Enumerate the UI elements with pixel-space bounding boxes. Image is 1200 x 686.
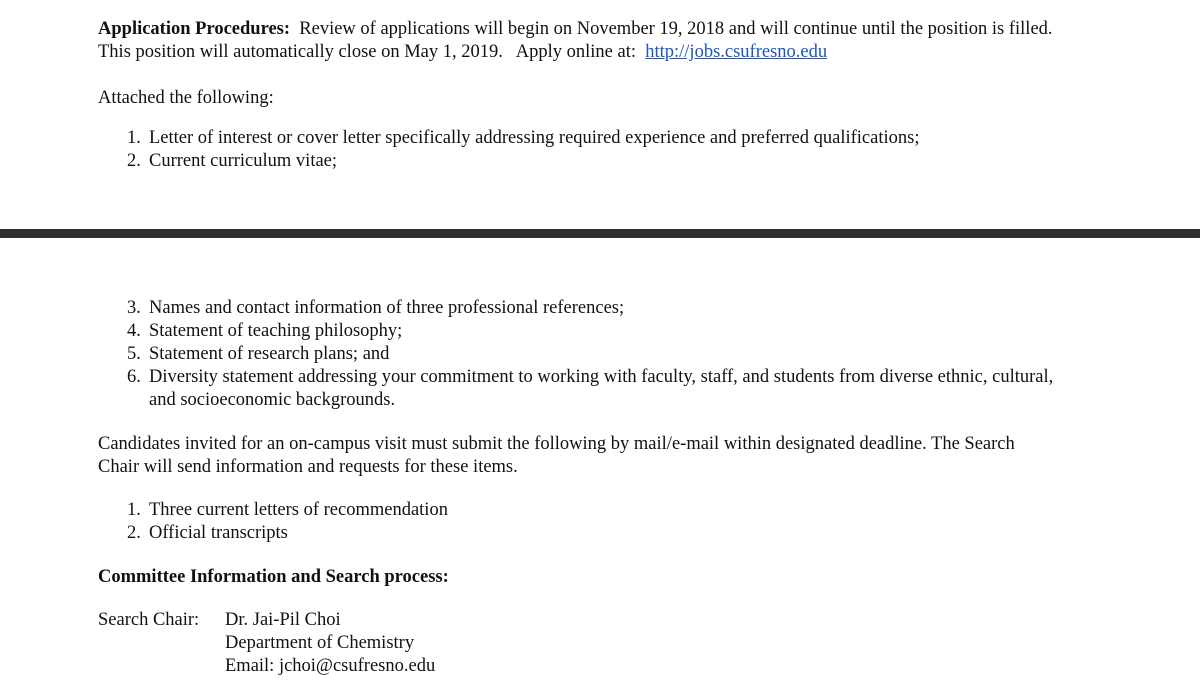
list-item-text: Statement of research plans; and bbox=[149, 344, 390, 364]
application-paragraph-line1 bbox=[98, 18, 1053, 40]
list-item bbox=[127, 297, 624, 319]
candidates-paragraph-line2: Chair will send information and requests for these items. bbox=[98, 457, 518, 477]
apply-online-link[interactable]: http://jobs.csufresno.edu bbox=[645, 42, 828, 62]
list-item-text: Diversity statement addressing your commitment to working with faculty, staff, and students from diverse ethnic, cultural, bbox=[149, 367, 1054, 387]
search-chair-department: Department of Chemistry bbox=[225, 633, 415, 653]
list-item bbox=[127, 366, 1053, 388]
application-paragraph-line2 bbox=[98, 41, 827, 63]
list-item-number: 6. bbox=[127, 367, 141, 387]
list-item-number: 4. bbox=[127, 321, 141, 341]
list-item-number: 3. bbox=[127, 298, 141, 318]
application-text-line1: Review of applications will begin on November 19, 2018 and will continue until the position is filled. bbox=[299, 19, 1053, 39]
candidates-paragraph-line1: Candidates invited for an on-campus visit must submit the following by mail/e-mail within designated deadline. The Search bbox=[98, 434, 1015, 454]
list-item-number: 2. bbox=[127, 151, 141, 171]
list-item-number: 1. bbox=[127, 128, 141, 148]
list-item bbox=[127, 499, 448, 521]
list-item bbox=[127, 320, 402, 342]
list-item bbox=[127, 522, 288, 544]
list-item-text: Three current letters of recommendation bbox=[149, 500, 448, 520]
search-chair-label: Search Chair: bbox=[98, 610, 200, 630]
application-heading: Application Procedures: bbox=[98, 19, 291, 39]
list-item-text: Names and contact information of three professional references; bbox=[149, 298, 625, 318]
committee-heading: Committee Information and Search process: bbox=[98, 567, 449, 587]
list-item-number: 1. bbox=[127, 500, 141, 520]
list-item bbox=[127, 150, 337, 172]
list-item-text: Official transcripts bbox=[149, 523, 288, 543]
list-item-number: 5. bbox=[127, 344, 141, 364]
page-break-divider bbox=[0, 229, 1200, 238]
search-chair-name: Dr. Jai-Pil Choi bbox=[225, 610, 341, 630]
list-item-text: Current curriculum vitae; bbox=[149, 151, 338, 171]
application-text-line2: This position will automatically close on May 1, 2019. Apply online at: bbox=[98, 42, 636, 62]
list-item bbox=[127, 343, 389, 365]
list-item-continuation: and socioeconomic backgrounds. bbox=[149, 390, 396, 410]
list-item-number: 2. bbox=[127, 523, 141, 543]
list-item-text: Statement of teaching philosophy; bbox=[149, 321, 403, 341]
attached-intro: Attached the following: bbox=[98, 88, 274, 108]
search-chair-email: Email: jchoi@csufresno.edu bbox=[225, 656, 436, 676]
list-item-text: Letter of interest or cover letter specifically addressing required experience and preferred qualifications; bbox=[149, 128, 920, 148]
list-item bbox=[127, 127, 919, 149]
